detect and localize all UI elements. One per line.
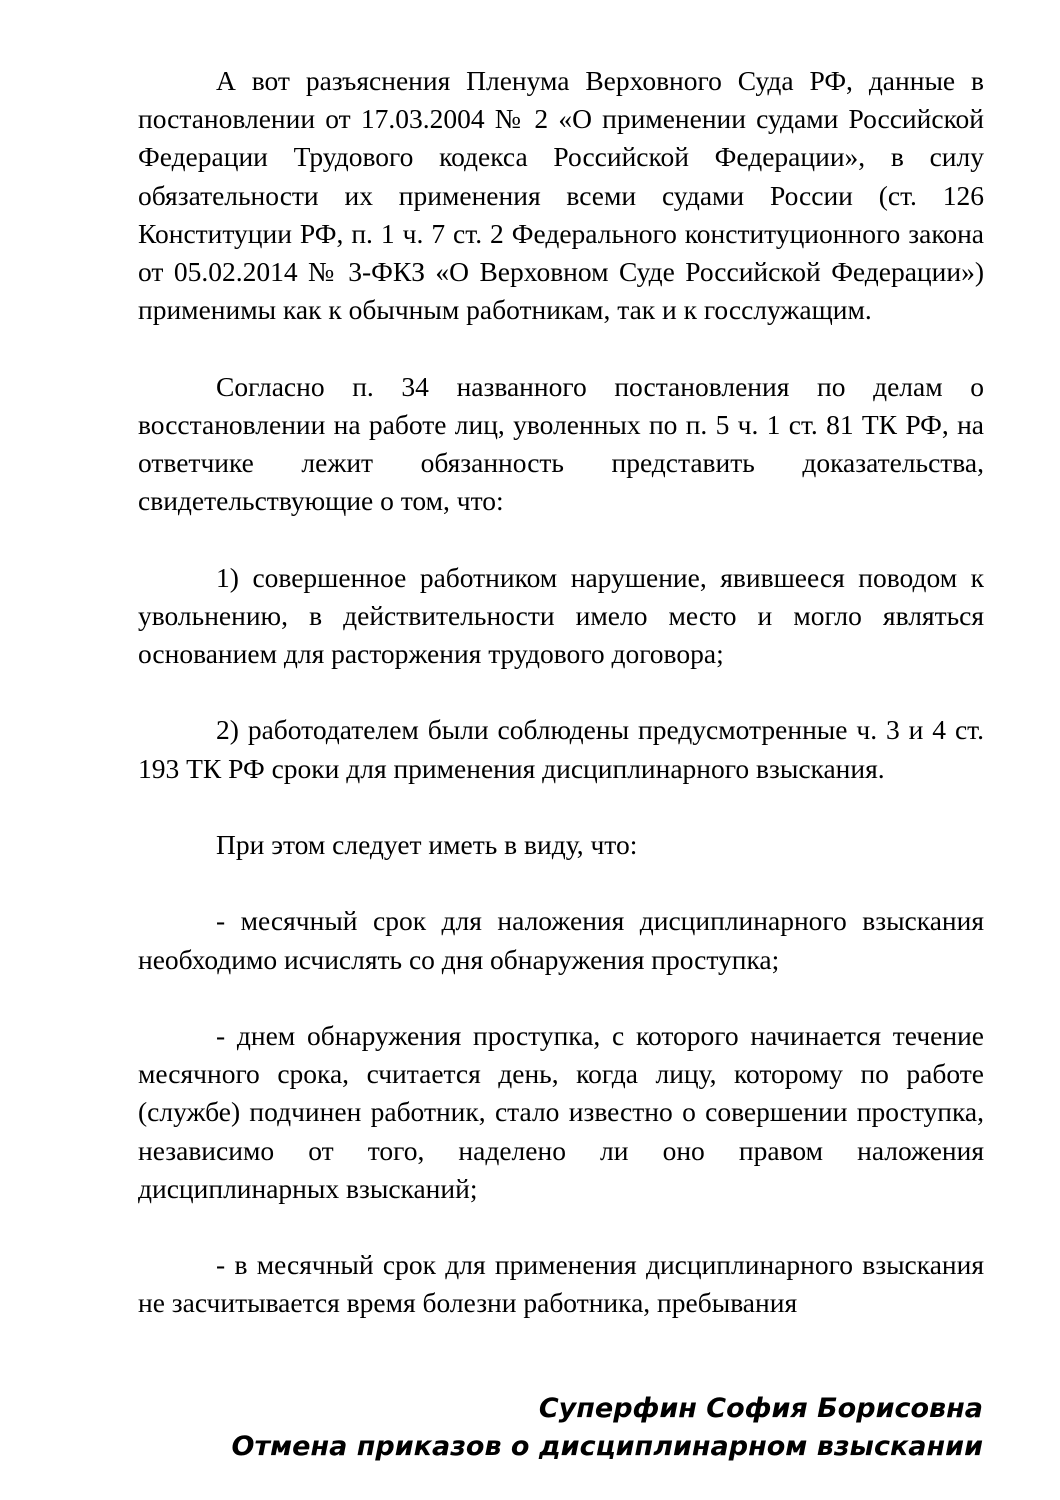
paragraph-note-intro: При этом следует иметь в виду, что:	[216, 829, 638, 860]
footer-author: Суперфин София Борисовна	[538, 1393, 983, 1424]
paragraph-plenum-clarification: А вот разъяснения Пленума Верховного Суда РФ, данные в постановлении от 17.03.2004 № 2 «О применении судами Российской Федерации Трудового кодекса Российской Федерации», в силу обязательности их применения всеми судами России (ст. 126 Конституции РФ, п. 1 ч. 7 ст. 2 Федерального конституционного закона от 05.02.2014 № 3-ФКЗ «О Верховном Суде Российской Федерации») применимы как к обычным работникам, так и к госслужащим.	[138, 65, 984, 326]
paragraph-item-2: 2) работодателем были соблюдены предусмотренные ч. 3 и 4 ст. 193 ТК РФ сроки для применения дисциплинарного взыскания.	[138, 714, 984, 784]
footer-title: Отмена приказов о дисциплинарном взыскании	[231, 1431, 983, 1462]
paragraph-bullet-month-term: - месячный срок для наложения дисциплинарного взыскания необходимо исчислять со дня обнаружения проступка;	[138, 905, 984, 975]
paragraph-bullet-discovery-day: - днем обнаружения проступка, с которого начинается течение месячного срока, считается день, когда лицу, которому по работе (службе) подчинен работник, стало известно о совершении проступка, независимо от того, наделено ли оно правом наложения дисциплинарных взысканий;	[138, 1019, 984, 1204]
paragraph-item-1: 1) совершенное работником нарушение, явившееся поводом к увольнению, в действительности имело место и могло являться основанием для расторжения трудового договора;	[138, 561, 984, 670]
paragraph-point-34: Согласно п. 34 названного постановления по делам о восстановлении на работе лиц, уволенных по п. 5 ч. 1 ст. 81 ТК РФ, на ответчике лежит обязанность представить доказательства, свидетельствующие о том, что:	[138, 370, 984, 517]
paragraph-bullet-excluded-time: - в месячный срок для применения дисциплинарного взыскания не засчитывается время болезни работника, пребывания	[138, 1249, 984, 1319]
document-body	[138, 62, 984, 1323]
page-footer	[232, 1390, 984, 1466]
